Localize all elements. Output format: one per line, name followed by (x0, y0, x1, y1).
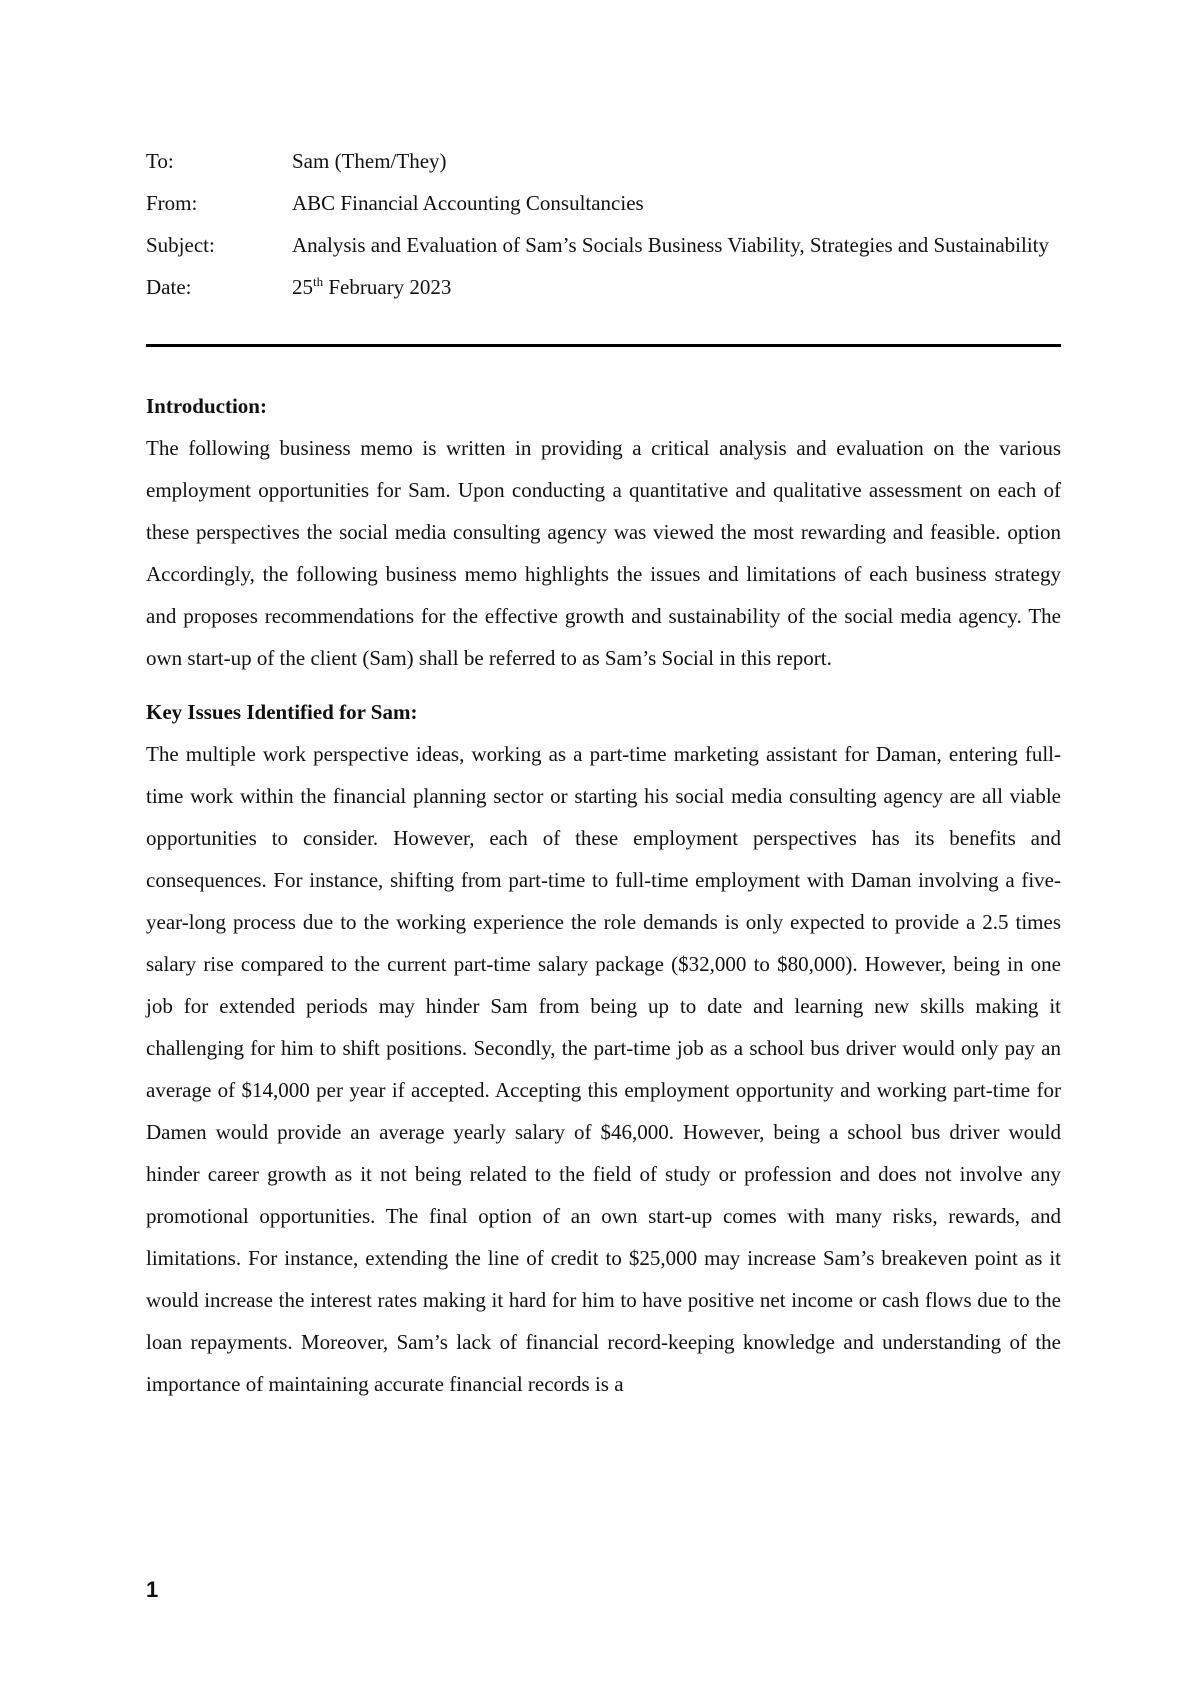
memo-date-rest: February 2023 (323, 275, 452, 299)
section-gap (146, 679, 1061, 691)
memo-to-value: Sam (Them/They) (292, 149, 447, 173)
memo-to-label: To: (146, 149, 174, 173)
key-issues-heading: Key Issues Identified for Sam: (146, 700, 418, 724)
memo-body (146, 385, 1061, 1405)
introduction-heading: Introduction: (146, 394, 267, 418)
header-divider (146, 344, 1061, 347)
memo-subject-label: Subject: (146, 233, 215, 257)
memo-date-value (292, 266, 1061, 308)
key-issues-paragraph: The multiple work perspective ideas, working as a part-time marketing assistant for Daman, entering full-time work within the financial planning sector or starting his social media consulting agency are all viable opportunities to consider. However, each of these employment perspectives has its benefits and consequences. For instance, shifting from part-time to full-time employment with Daman involving a five-year-long process due to the working experience the role demands is only expected to provide a 2.5 times salary rise compared to the current part-time salary package ($32,000 to $80,000). However, being in one job for extended periods may hinder Sam from being up to date and learning new skills making it challenging for him to shift positions. Secondly, the part-time job as a school bus driver would only pay an average of $14,000 per year if accepted. Accepting this employment opportunity and working part-time for Damen would provide an average yearly salary of $46,000. However, being a school bus driver would hinder career growth as it not being related to the field of study or profession and does not involve any promotional opportunities. The final option of an own start-up comes with many risks, rewards, and limitations. For instance, extending the line of credit to $25,000 may increase Sam’s breakeven point as it would increase the interest rates making it hard for him to have positive net income or cash flows due to the loan repayments. Moreover, Sam’s lack of financial record-keeping knowledge and understanding of the importance of maintaining accurate financial records is a (146, 742, 1061, 1396)
memo-subject-row (146, 224, 1061, 266)
memo-header (146, 140, 1061, 308)
memo-from-value: ABC Financial Accounting Consultancies (292, 191, 644, 215)
memo-subject-value: Analysis and Evaluation of Sam’s Socials Business Viability, Strategies and Sustainability (292, 233, 1050, 257)
memo-from-label: From: (146, 191, 198, 215)
memo-to-row (146, 140, 1061, 182)
memo-date-day: 25 (292, 275, 313, 299)
memo-from-row (146, 182, 1061, 224)
memo-date-label: Date: (146, 275, 192, 299)
memo-date-row (146, 266, 1061, 308)
introduction-paragraph: The following business memo is written in providing a critical analysis and evaluation on the various employment opportunities for Sam. Upon conducting a quantitative and qualitative assessment on each of these perspectives the social media consulting agency was viewed the most rewarding and feasible. option Accordingly, the following business memo highlights the issues and limitations of each business strategy and proposes recommendations for the effective growth and sustainability of the social media agency. The own start-up of the client (Sam) shall be referred to as Sam’s Social in this report. (146, 436, 1061, 670)
memo-date-suffix: th (313, 274, 324, 289)
page-number: 1 (146, 1577, 159, 1602)
